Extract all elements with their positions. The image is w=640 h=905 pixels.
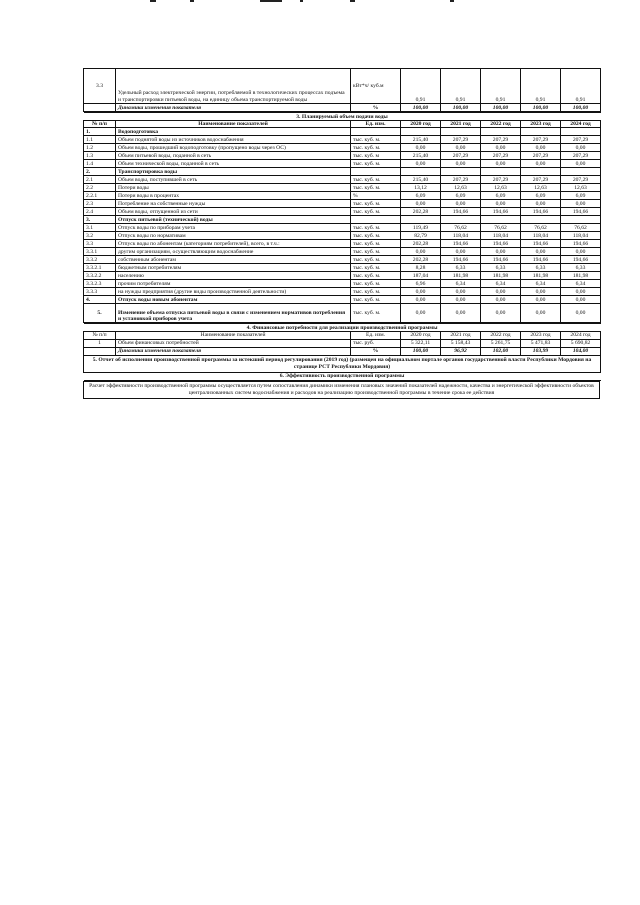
table-cell: 207,29 bbox=[561, 152, 601, 160]
table-row bbox=[84, 280, 601, 288]
table-cell: тыс. куб. м. bbox=[351, 136, 401, 144]
scan-artifact bbox=[150, 0, 480, 3]
table-cell: 0,00 bbox=[521, 248, 561, 256]
table-cell: Отпуск воды по нормативам bbox=[116, 232, 351, 240]
table-cell: 215,40 bbox=[401, 176, 441, 184]
table-cell: 0,00 bbox=[401, 144, 441, 152]
table-cell: 1.3 bbox=[84, 152, 116, 160]
table-cell: 194,66 bbox=[561, 256, 601, 264]
table-cell: тыс. куб. м. bbox=[351, 160, 401, 168]
table-cell: 202,28 bbox=[401, 256, 441, 264]
section-title: 5. Отчет об исполнении производственной программы за истекший период регулирования (2019 год) (размещен на официальном портале органов государственной власти Республики Мордовия на странице РСТ Республики Мордовия) bbox=[84, 355, 601, 372]
table-cell bbox=[481, 168, 521, 176]
table-cell: 194,66 bbox=[521, 256, 561, 264]
table-cell: 194,66 bbox=[441, 208, 481, 216]
table-row: 5. Изменение объема отпуска питьевой воды в связи с изменением нормативов потребления и установкой приборов учета тыс. куб. м. 0,00 0,00 0,00 0,00 0,00 bbox=[84, 304, 601, 323]
energy-table bbox=[83, 68, 601, 112]
table-row bbox=[84, 296, 601, 304]
table-cell: тыс. куб. м. bbox=[351, 256, 401, 264]
table-cell: 76,62 bbox=[441, 224, 481, 232]
table-cell bbox=[441, 216, 481, 224]
table-row bbox=[84, 128, 601, 136]
table-cell: 1.2 bbox=[84, 144, 116, 152]
table-cell: 0,00 bbox=[521, 288, 561, 296]
table-cell: тыс. куб. м. bbox=[351, 248, 401, 256]
table-cell: 6,33 bbox=[481, 264, 521, 272]
table-cell: 0,00 bbox=[561, 144, 601, 152]
table-cell: 6,09 bbox=[521, 192, 561, 200]
table-cell: 2.1 bbox=[84, 176, 116, 184]
table-row bbox=[84, 264, 601, 272]
table-cell: 0,00 bbox=[441, 288, 481, 296]
table-cell: Объем питьевой воды, поданной в сеть bbox=[116, 152, 351, 160]
table-cell: 194,66 bbox=[561, 240, 601, 248]
table-cell: 194,66 bbox=[481, 208, 521, 216]
table-cell: Потери воды bbox=[116, 184, 351, 192]
table-cell: 12,63 bbox=[521, 184, 561, 192]
table-cell: 2.3 bbox=[84, 200, 116, 208]
table-row bbox=[84, 240, 601, 248]
table-cell: 0,00 bbox=[481, 160, 521, 168]
table-cell: 194,66 bbox=[561, 208, 601, 216]
table-cell: 0,00 bbox=[521, 144, 561, 152]
table-row bbox=[84, 272, 601, 280]
table-row bbox=[84, 288, 601, 296]
section-title: 6. Эффективность производственной программы bbox=[84, 372, 601, 380]
table-cell: 0,00 bbox=[441, 296, 481, 304]
table-cell: 4. bbox=[84, 296, 116, 304]
table-cell: 207,29 bbox=[561, 176, 601, 184]
table-cell: 0,00 bbox=[441, 160, 481, 168]
table-cell: 0,00 bbox=[481, 248, 521, 256]
table-cell: бюджетным потребителям bbox=[116, 264, 351, 272]
table-cell: 3.1 bbox=[84, 224, 116, 232]
table-cell bbox=[521, 168, 561, 176]
table-cell: 118,04 bbox=[481, 232, 521, 240]
table-cell: 207,29 bbox=[441, 152, 481, 160]
table-cell: тыс. куб. м. bbox=[351, 272, 401, 280]
table-row bbox=[84, 256, 601, 264]
table-cell: 3.3.2.2 bbox=[84, 272, 116, 280]
table-cell: Отпуск воды новым абонентам bbox=[116, 296, 351, 304]
table-cell: 0,00 bbox=[441, 144, 481, 152]
table-cell: 181,98 bbox=[521, 272, 561, 280]
table-cell: 0,00 bbox=[561, 160, 601, 168]
table-cell: 0,00 bbox=[401, 288, 441, 296]
table-cell: 215,40 bbox=[401, 136, 441, 144]
table-cell: 6,33 bbox=[561, 264, 601, 272]
table-cell: 13,12 bbox=[401, 184, 441, 192]
table-cell: другим организациям, осуществляющим водоснабжение bbox=[116, 248, 351, 256]
table-cell: 194,66 bbox=[521, 208, 561, 216]
table-cell: Водоподготовка bbox=[116, 128, 351, 136]
table-cell: Отпуск воды по абонентам (категориям потребителей), всего, в т.ч.: bbox=[116, 240, 351, 248]
table-cell bbox=[351, 216, 401, 224]
table-cell: 0,00 bbox=[481, 296, 521, 304]
table-cell bbox=[351, 168, 401, 176]
table-cell: тыс. куб. м. bbox=[351, 144, 401, 152]
table-cell: 1.1 bbox=[84, 136, 116, 144]
table-cell: 202,28 bbox=[401, 208, 441, 216]
table-cell bbox=[401, 128, 441, 136]
table-row bbox=[84, 232, 601, 240]
table-row: 1 Объем финансовых потребностей тыс. руб. 5 322,11 5 158,43 5 261,75 5 471,83 5 690,82 bbox=[84, 339, 601, 347]
table-cell: 215,40 bbox=[401, 152, 441, 160]
table-cell: тыс. куб. м. bbox=[351, 240, 401, 248]
table-cell: 181,98 bbox=[441, 272, 481, 280]
table-cell: 6,33 bbox=[521, 264, 561, 272]
table-cell: 6,34 bbox=[561, 280, 601, 288]
table-cell: 0,00 bbox=[401, 200, 441, 208]
table-cell: 194,66 bbox=[441, 256, 481, 264]
table-cell: % bbox=[351, 192, 401, 200]
table-row: Динамика изменения показателя % 100,00 100,00 100,00 100,00 100,00 bbox=[84, 104, 601, 112]
table-cell: 0,00 bbox=[441, 248, 481, 256]
table-cell: 12,63 bbox=[561, 184, 601, 192]
table-cell: 0,00 bbox=[561, 248, 601, 256]
table-cell: 12,63 bbox=[481, 184, 521, 192]
table-cell: 3.3.3 bbox=[84, 288, 116, 296]
table-cell: 207,29 bbox=[481, 136, 521, 144]
table-cell bbox=[521, 128, 561, 136]
table-cell: прочим потребителям bbox=[116, 280, 351, 288]
table-cell: 0,00 bbox=[561, 296, 601, 304]
table-cell: собственным абонентам bbox=[116, 256, 351, 264]
table-cell: 194,66 bbox=[481, 256, 521, 264]
efficiency-note: Расчет эффективности производственной программы осуществляется путем сопоставления динамики изменения плановых значений показателей надежности, качества и энергетической эффективности объектов централизованных систем водоснабжения и расходов на реализацию производственной программы в течение срока ее действия bbox=[83, 381, 600, 399]
table-cell: тыс. куб. м. bbox=[351, 224, 401, 232]
table-cell: 8,28 bbox=[401, 264, 441, 272]
table-cell: 181,98 bbox=[561, 272, 601, 280]
table-cell: тыс. куб. м. bbox=[351, 208, 401, 216]
table-cell: Транспортировка воды bbox=[116, 168, 351, 176]
table-cell bbox=[401, 216, 441, 224]
table-cell: 0,00 bbox=[481, 144, 521, 152]
document-page bbox=[83, 68, 600, 399]
table-cell: тыс. куб. м bbox=[351, 152, 401, 160]
table-cell: 3.3.2.1 bbox=[84, 264, 116, 272]
table-cell: 3.3.2 bbox=[84, 256, 116, 264]
table-cell: 0,00 bbox=[401, 248, 441, 256]
table-cell: 202,28 bbox=[401, 240, 441, 248]
table-cell: 76,62 bbox=[561, 224, 601, 232]
table-cell: 1. bbox=[84, 128, 116, 136]
table-cell: 194,66 bbox=[521, 240, 561, 248]
table-cell: тыс. куб. м. bbox=[351, 232, 401, 240]
table-cell: 3. bbox=[84, 216, 116, 224]
table-cell: 6,34 bbox=[481, 280, 521, 288]
table-row bbox=[84, 200, 601, 208]
table-cell: 0,00 bbox=[401, 296, 441, 304]
table-cell: 0,00 bbox=[561, 200, 601, 208]
table-cell: 2.2.1 bbox=[84, 192, 116, 200]
table-cell: 207,29 bbox=[521, 136, 561, 144]
table-cell: 6,33 bbox=[441, 264, 481, 272]
table-cell: 6,34 bbox=[521, 280, 561, 288]
table-cell bbox=[481, 128, 521, 136]
table-row bbox=[84, 224, 601, 232]
table-cell: 6,96 bbox=[401, 280, 441, 288]
table-row bbox=[84, 216, 601, 224]
table-cell: 3.3.2.3 bbox=[84, 280, 116, 288]
table-cell: тыс. куб. м. bbox=[351, 296, 401, 304]
table-header-row: № п/п Наименование показателей Ед. изм. 2020 год 2021 год 2022 год 2023 год 2024 год bbox=[84, 121, 601, 128]
financial-table bbox=[83, 323, 601, 380]
table-cell: 3.3.1 bbox=[84, 248, 116, 256]
table-cell: 0,00 bbox=[521, 200, 561, 208]
table-cell: тыс. куб. м. bbox=[351, 176, 401, 184]
table-cell: Потери воды в процентах bbox=[116, 192, 351, 200]
table-cell bbox=[561, 168, 601, 176]
table-cell: Объем поднятой воды из источников водоснабжения bbox=[116, 136, 351, 144]
table-cell: Объем технической воды, поданной в сеть bbox=[116, 160, 351, 168]
table-row bbox=[84, 144, 601, 152]
table-cell: Объем воды, поступившей в сеть bbox=[116, 176, 351, 184]
water-volume-table bbox=[83, 112, 601, 323]
table-header-row: № п/п Наименование показателей Ед. изм. 2020 год 2021 год 2022 год 2023 год 2024 год bbox=[84, 332, 601, 339]
table-row bbox=[84, 248, 601, 256]
table-cell: тыс. куб. м. bbox=[351, 200, 401, 208]
table-cell: тыс. куб. м. bbox=[351, 264, 401, 272]
table-cell: 0,00 bbox=[481, 200, 521, 208]
table-cell: 0,00 bbox=[521, 296, 561, 304]
table-cell bbox=[351, 128, 401, 136]
table-row bbox=[84, 184, 601, 192]
table-row bbox=[84, 208, 601, 216]
table-cell: Потребление на собственные нужды bbox=[116, 200, 351, 208]
table-cell: Отпуск питьевой (технической) воды bbox=[116, 216, 351, 224]
table-cell: Объем воды, прошедший водоподготовку (пропущено воды через ОС) bbox=[116, 144, 351, 152]
table-cell bbox=[401, 168, 441, 176]
table-cell: 0,00 bbox=[561, 288, 601, 296]
table-cell: Объем воды, отпущенной из сети bbox=[116, 208, 351, 216]
table-cell: 12,63 bbox=[441, 184, 481, 192]
table-cell bbox=[561, 128, 601, 136]
table-cell: 194,66 bbox=[441, 240, 481, 248]
table-cell: 0,00 bbox=[401, 160, 441, 168]
table-cell: 6,09 bbox=[561, 192, 601, 200]
table-cell: 207,29 bbox=[561, 136, 601, 144]
table-cell: 82,79 bbox=[401, 232, 441, 240]
table-cell bbox=[441, 128, 481, 136]
table-cell: 181,98 bbox=[481, 272, 521, 280]
table-cell: 207,29 bbox=[441, 136, 481, 144]
table-cell bbox=[521, 216, 561, 224]
table-cell: 207,29 bbox=[481, 152, 521, 160]
table-cell: тыс. куб. м. bbox=[351, 288, 401, 296]
table-cell: 6,09 bbox=[481, 192, 521, 200]
table-cell: 76,62 bbox=[521, 224, 561, 232]
table-row: Динамика изменения показателя % 100,00 96,92 102,00 103,99 104,00 bbox=[84, 347, 601, 355]
table-cell: 207,29 bbox=[521, 176, 561, 184]
table-cell: тыс. куб. м. bbox=[351, 280, 401, 288]
table-cell: Отпуск воды по приборам учета bbox=[116, 224, 351, 232]
table-cell: 0,00 bbox=[521, 160, 561, 168]
table-row bbox=[84, 160, 601, 168]
table-cell: 118,04 bbox=[521, 232, 561, 240]
table-cell: населению bbox=[116, 272, 351, 280]
table-cell: на нужды предприятия (другие виды производственной деятельности) bbox=[116, 288, 351, 296]
table-cell: 2.4 bbox=[84, 208, 116, 216]
table-cell: 6,09 bbox=[441, 192, 481, 200]
table-row bbox=[84, 136, 601, 144]
table-cell: 3.3 bbox=[84, 240, 116, 248]
table-row bbox=[84, 192, 601, 200]
table-cell: 118,04 bbox=[561, 232, 601, 240]
table-cell: тыс. куб. м. bbox=[351, 184, 401, 192]
table-cell: 119,49 bbox=[401, 224, 441, 232]
table-cell: 0,00 bbox=[441, 200, 481, 208]
table-cell: 207,29 bbox=[441, 176, 481, 184]
table-cell: 118,04 bbox=[441, 232, 481, 240]
table-cell: 2. bbox=[84, 168, 116, 176]
table-row bbox=[84, 168, 601, 176]
table-row bbox=[84, 176, 601, 184]
table-cell: 207,29 bbox=[481, 176, 521, 184]
section-title: 3. Планируемый объем подачи воды bbox=[84, 113, 601, 121]
table-cell: 2.2 bbox=[84, 184, 116, 192]
table-cell bbox=[481, 216, 521, 224]
table-cell: 0,00 bbox=[481, 288, 521, 296]
table-cell: 207,29 bbox=[521, 152, 561, 160]
table-cell: 6,34 bbox=[441, 280, 481, 288]
table-cell: 194,66 bbox=[481, 240, 521, 248]
table-row: 3.3 Удельный расход электрической энергии, потребляемой в технологических процессах подъема и транспортировки питьевой воды, на единицу объема транспортируемой воды кВт*ч/ куб.м 0,91 0,91 0,91 0,91 0,91 bbox=[84, 69, 601, 104]
section-title: 4. Финансовые потребности для реализации производственной программы bbox=[84, 324, 601, 332]
table-cell bbox=[561, 216, 601, 224]
table-cell: 187,04 bbox=[401, 272, 441, 280]
table-cell: 6,09 bbox=[401, 192, 441, 200]
table-cell: 1.4 bbox=[84, 160, 116, 168]
table-cell: 3.2 bbox=[84, 232, 116, 240]
table-cell: 76,62 bbox=[481, 224, 521, 232]
table-row bbox=[84, 152, 601, 160]
table-cell bbox=[441, 168, 481, 176]
